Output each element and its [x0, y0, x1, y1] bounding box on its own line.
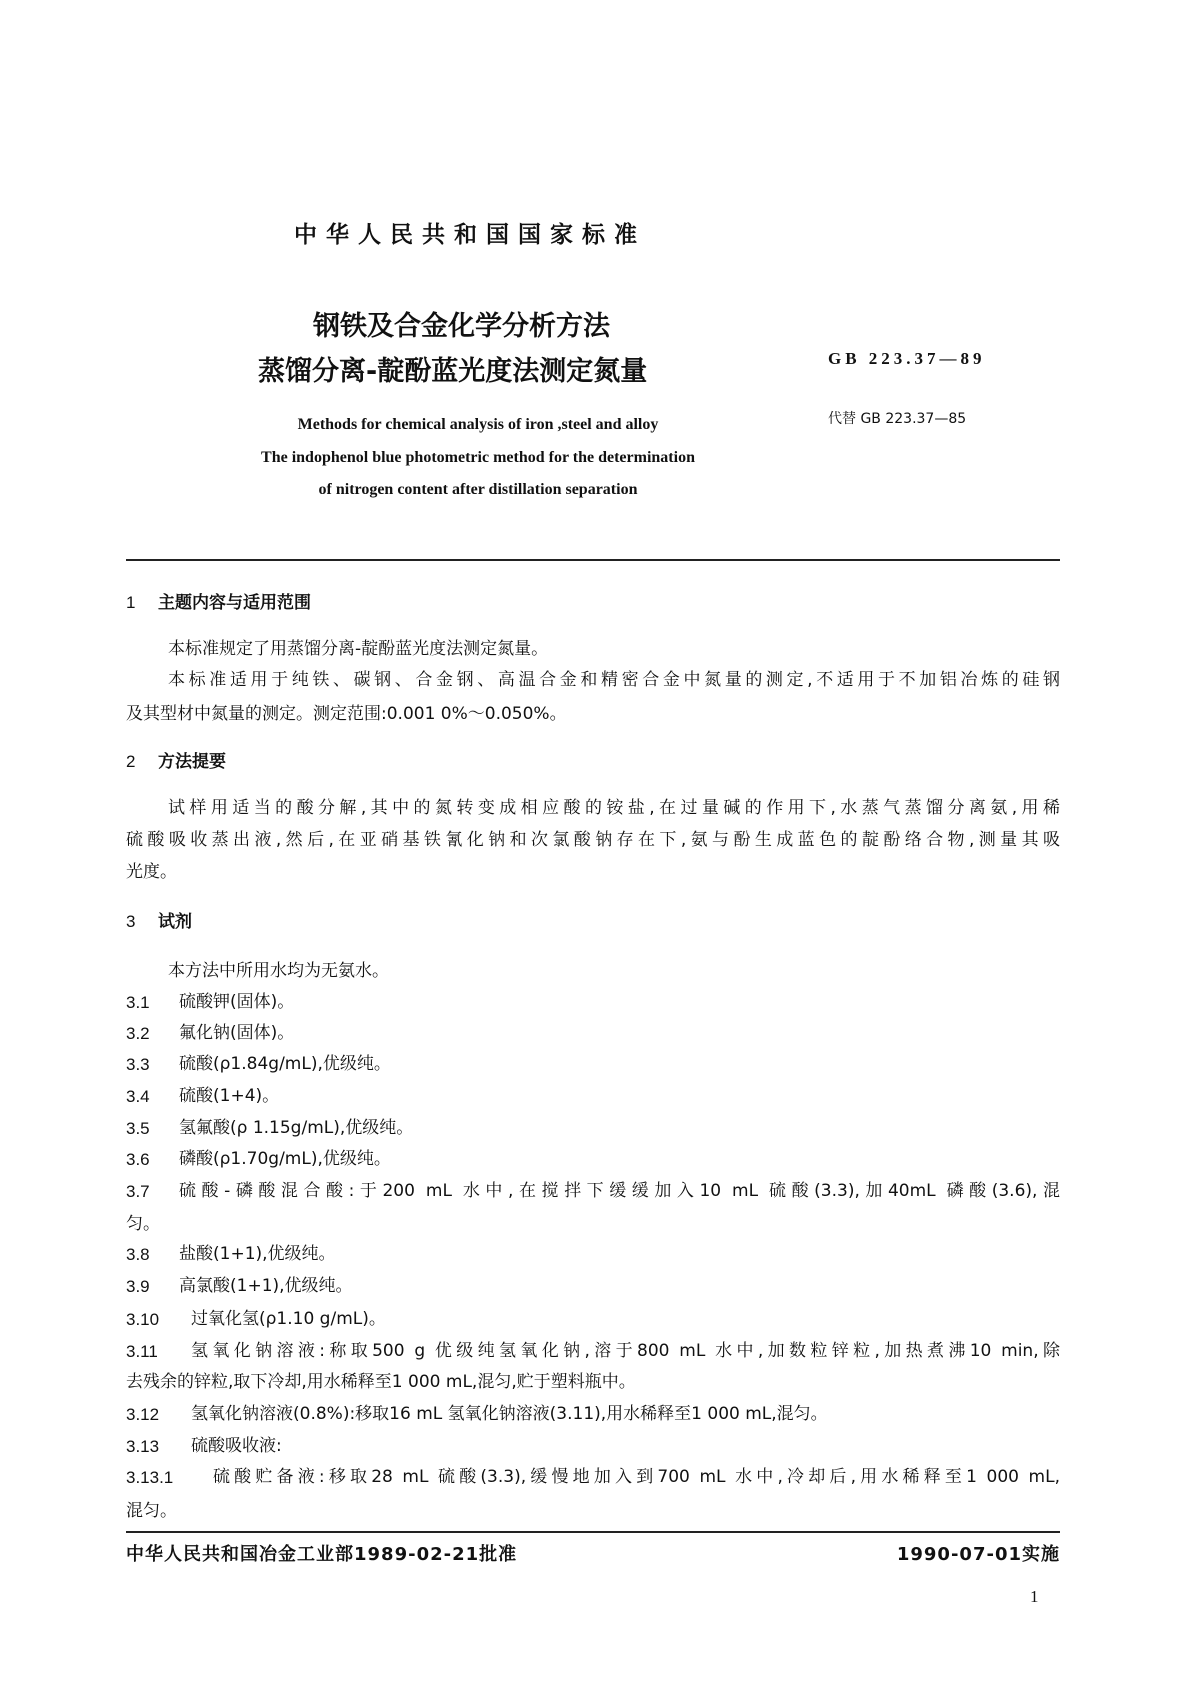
reagent-label: 3.11 — [126, 1342, 158, 1361]
section-title: 试剂 — [158, 912, 192, 932]
english-title-line-1: Methods for chemical analysis of iron ,steel and alloy — [297, 416, 659, 433]
english-title-line-2: The indophenol blue photometric method for the determination — [261, 449, 695, 466]
section-number: 1 — [126, 593, 136, 612]
reagent-text: 硫酸贮备液:移取28 mL 硫酸(3.3),缓慢地加入到700 mL 水中,冷却后,用水稀释至1 000 mL, — [213, 1467, 1060, 1487]
reagent-label: 3.10 — [126, 1310, 160, 1329]
reagent-text-continued: 去残余的锌粒,取下冷却,用水稀释至1 000 mL,混匀,贮于塑料瓶中。 — [126, 1372, 636, 1392]
reagent-label: 3.6 — [126, 1150, 150, 1169]
reagent-text: 硫酸-磷酸混合酸:于200 mL 水中,在搅拌下缓缓加入10 mL 硫酸(3.3),加40mL 磷酸(3.6),混 — [179, 1181, 1060, 1201]
header-divider — [126, 559, 1060, 561]
paragraph-line: 本标准规定了用蒸馏分离-靛酚蓝光度法测定氮量。 — [168, 639, 549, 659]
paragraph-line: 光度。 — [126, 862, 177, 882]
reagent-text: 高氯酸(1+1),优级纯。 — [179, 1276, 353, 1296]
reagent-text: 氢氧化钠溶液(0.8%):移取16 mL 氢氧化钠溶液(3.11),用水稀释至1 000 mL,混匀。 — [191, 1404, 828, 1424]
national-standard-heading: 中华人民共和国国家标准 — [294, 222, 646, 248]
replaces-standard: 代替 GB 223.37—85 — [828, 411, 967, 427]
reagent-label: 3.3 — [126, 1055, 150, 1074]
reagent-label: 3.5 — [126, 1119, 150, 1138]
reagent-label: 3.13.1 — [126, 1468, 174, 1487]
reagent-text: 盐酸(1+1),优级纯。 — [179, 1244, 336, 1264]
section-1-heading — [126, 594, 311, 612]
section-number: 3 — [126, 912, 136, 931]
reagent-text-continued: 混匀。 — [126, 1501, 177, 1521]
reagent-label: 3.1 — [126, 993, 150, 1012]
reagent-text: 硫酸钾(固体)。 — [179, 992, 295, 1012]
reagent-label: 3.9 — [126, 1277, 150, 1296]
reagent-label: 3.7 — [126, 1182, 150, 1201]
reagent-label: 3.12 — [126, 1405, 160, 1424]
paragraph-line: 及其型材中氮量的测定。测定范围:0.001 0%～0.050%。 — [126, 704, 567, 724]
section-title: 主题内容与适用范围 — [158, 593, 311, 613]
english-title-line-3: of nitrogen content after distillation separation — [318, 481, 638, 498]
reagent-text: 氟化钠(固体)。 — [179, 1023, 295, 1043]
approval-date: 中华人民共和国冶金工业部1989-02-21批准 — [126, 1544, 518, 1565]
reagent-text: 硫酸(1+4)。 — [179, 1086, 280, 1106]
reagent-label: 3.13 — [126, 1437, 160, 1456]
section-3-heading — [126, 913, 192, 931]
reagent-text: 氢氧化钠溶液:称取500 g 优级纯氢氧化钠,溶于800 mL 水中,加数粒锌粒,加热煮沸10 min,除 — [191, 1341, 1060, 1361]
title-line-1: 钢铁及合金化学分析方法 — [313, 311, 610, 342]
section-intro: 本方法中所用水均为无氨水。 — [168, 961, 389, 981]
paragraph-line: 本标准适用于纯铁、碳钢、合金钢、高温合金和精密合金中氮量的测定,不适用于不加铝冶炼的硅钢 — [168, 670, 1060, 690]
paragraph-line: 硫酸吸收蒸出液,然后,在亚硝基铁氰化钠和次氯酸钠存在下,氨与酚生成蓝色的靛酚络合物,测量其吸 — [126, 830, 1060, 850]
reagent-label: 3.8 — [126, 1245, 150, 1264]
section-2-heading — [126, 753, 226, 771]
reagent-text-continued: 匀。 — [126, 1214, 160, 1234]
reagent-text: 氢氟酸(ρ 1.15g/mL),优级纯。 — [179, 1118, 414, 1138]
footer-divider — [126, 1531, 1060, 1533]
section-title: 方法提要 — [158, 752, 226, 772]
reagent-text: 硫酸(ρ1.84g/mL),优级纯。 — [179, 1054, 391, 1074]
reagent-text: 磷酸(ρ1.70g/mL),优级纯。 — [179, 1149, 391, 1169]
paragraph-line: 试样用适当的酸分解,其中的氮转变成相应酸的铵盐,在过量碱的作用下,水蒸气蒸馏分离氨,用稀 — [168, 798, 1060, 818]
title-line-2: 蒸馏分离-靛酚蓝光度法测定氮量 — [258, 356, 648, 387]
section-number: 2 — [126, 752, 136, 771]
reagent-label: 3.4 — [126, 1087, 150, 1106]
implementation-date: 1990-07-01实施 — [896, 1544, 1060, 1565]
standard-number: GB 223.37—89 — [828, 349, 986, 368]
reagent-text: 过氧化氢(ρ1.10 g/mL)。 — [191, 1309, 386, 1329]
reagent-label: 3.2 — [126, 1024, 150, 1043]
page-number: 1 — [1030, 1587, 1039, 1606]
reagent-text: 硫酸吸收液: — [191, 1436, 282, 1456]
